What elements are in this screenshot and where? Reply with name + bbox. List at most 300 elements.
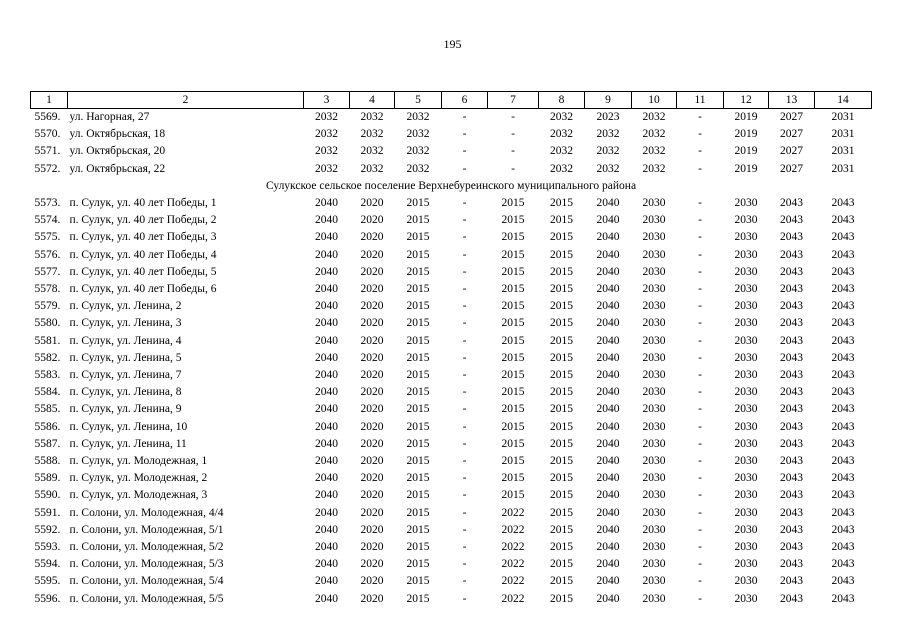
row-value: 2040 <box>315 386 338 399</box>
row-value: 2019 <box>734 111 758 123</box>
row-value: - <box>698 523 702 536</box>
row-value: - <box>462 334 467 347</box>
row-value: 2032 <box>642 145 666 158</box>
row-number: 5569. <box>34 111 61 123</box>
row-value: 2020 <box>360 197 384 210</box>
row-value: 2030 <box>734 334 758 347</box>
row-value: 2040 <box>315 506 338 519</box>
row-address: п. Сулук, ул. Ленина, 9 <box>69 403 182 416</box>
row-value: 2030 <box>734 523 758 536</box>
row-value: 2043 <box>831 558 855 571</box>
row-value: - <box>511 162 515 175</box>
row-value: - <box>698 197 702 210</box>
row-value: 2032 <box>406 145 430 158</box>
row-value: - <box>462 403 467 416</box>
row-value: - <box>698 420 702 433</box>
column-header: 1 <box>31 92 68 109</box>
row-value: 2030 <box>734 420 758 433</box>
row-value: 2040 <box>315 300 338 313</box>
row-value: 2040 <box>596 506 620 519</box>
table-row <box>31 487 872 504</box>
row-number: 5572. <box>34 162 61 175</box>
row-value: 2015 <box>501 214 525 227</box>
row-value: 2015 <box>501 197 525 210</box>
row-number: 5571. <box>34 145 61 158</box>
row-value: 2043 <box>780 231 803 244</box>
row-value: - <box>462 248 467 261</box>
row-value: 2043 <box>831 489 855 502</box>
row-value: 2043 <box>831 334 855 347</box>
row-value: - <box>698 248 702 261</box>
row-value: - <box>698 506 702 519</box>
row-number: 5589. <box>34 472 61 485</box>
row-value: 2015 <box>501 489 525 502</box>
row-value: 2032 <box>315 111 338 123</box>
row-value: 2032 <box>550 145 573 158</box>
row-value: 2015 <box>550 231 573 244</box>
row-value: 2043 <box>780 265 803 278</box>
row-address: п. Солони, ул. Молодежная, 5/4 <box>69 575 224 588</box>
row-value: - <box>462 541 467 554</box>
row-address: ул. Октябрьская, 20 <box>69 145 166 158</box>
row-value: 2020 <box>360 283 384 296</box>
row-value: - <box>698 386 702 399</box>
row-value: - <box>462 265 467 278</box>
row-value: - <box>462 111 467 123</box>
row-value: 2020 <box>360 472 384 485</box>
column-header: 7 <box>488 92 539 109</box>
row-value: 2040 <box>596 214 620 227</box>
row-value: 2043 <box>831 283 855 296</box>
row-value: 2022 <box>501 523 525 536</box>
row-value: 2030 <box>734 231 758 244</box>
row-value: - <box>698 489 702 502</box>
table-row <box>31 470 872 487</box>
row-number: 5592. <box>34 523 61 536</box>
row-value: 2040 <box>315 231 338 244</box>
table-row <box>31 333 872 350</box>
row-value: - <box>698 575 702 588</box>
row-value: - <box>698 265 702 278</box>
row-value: 2032 <box>315 128 338 141</box>
row-address: п. Солони, ул. Молодежная, 5/3 <box>69 558 224 571</box>
table-row <box>31 350 872 367</box>
row-value: 2030 <box>642 558 666 571</box>
row-value: 2015 <box>406 386 430 399</box>
row-value: - <box>698 437 702 450</box>
table-row <box>31 505 872 522</box>
row-value: 2030 <box>734 472 758 485</box>
row-value: 2040 <box>315 248 338 261</box>
table-row <box>31 419 872 436</box>
row-value: - <box>698 162 702 175</box>
row-value: 2043 <box>831 214 855 227</box>
row-address: п. Сулук, ул. Ленина, 7 <box>69 369 182 382</box>
row-value: 2015 <box>406 523 430 536</box>
row-value: 2020 <box>360 386 384 399</box>
row-value: 2030 <box>734 317 758 330</box>
row-value: - <box>511 111 515 123</box>
row-value: 2020 <box>360 541 384 554</box>
row-value: 2043 <box>831 317 855 330</box>
row-value: 2015 <box>501 472 525 485</box>
row-value: 2027 <box>780 111 803 123</box>
row-value: 2015 <box>501 248 525 261</box>
row-value: 2030 <box>642 420 666 433</box>
row-value: 2043 <box>831 506 855 519</box>
row-value: 2030 <box>642 351 666 364</box>
row-value: 2040 <box>596 541 620 554</box>
row-value: 2032 <box>642 162 666 175</box>
row-value: 2040 <box>315 575 338 588</box>
row-value: 2015 <box>501 386 525 399</box>
row-value: 2015 <box>501 455 525 468</box>
row-value: 2020 <box>360 575 384 588</box>
row-value: 2015 <box>550 369 573 382</box>
row-value: 2015 <box>406 214 430 227</box>
row-address: п. Сулук, ул. Ленина, 3 <box>69 317 182 330</box>
row-value: 2015 <box>406 351 430 364</box>
row-value: 2043 <box>780 523 803 536</box>
row-value: - <box>698 351 702 364</box>
row-number: 5574. <box>34 214 61 227</box>
row-value: 2022 <box>501 541 525 554</box>
row-value: 2015 <box>501 231 525 244</box>
row-value: 2043 <box>780 592 803 605</box>
row-value: 2040 <box>315 334 338 347</box>
row-value: 2040 <box>596 523 620 536</box>
row-value: - <box>462 283 467 296</box>
row-address: п. Сулук, ул. Ленина, 5 <box>69 351 182 364</box>
row-value: 2030 <box>642 300 666 313</box>
table-row <box>31 453 872 470</box>
row-number: 5579. <box>34 300 61 313</box>
row-value: 2043 <box>780 214 803 227</box>
row-value: - <box>698 369 702 382</box>
row-value: - <box>462 558 467 571</box>
row-address: п. Сулук, ул. 40 лет Победы, 6 <box>69 283 217 296</box>
row-value: 2030 <box>642 248 666 261</box>
row-value: 2043 <box>831 248 855 261</box>
row-number: 5570. <box>34 128 61 141</box>
row-value: 2015 <box>550 575 573 588</box>
row-value: 2040 <box>596 231 620 244</box>
row-value: 2023 <box>596 111 620 123</box>
row-address: п. Сулук, ул. Молодежная, 2 <box>69 472 208 485</box>
row-address: п. Сулук, ул. Ленина, 10 <box>69 420 188 433</box>
row-value: 2043 <box>831 351 855 364</box>
row-value: 2015 <box>550 214 573 227</box>
row-number: 5596. <box>34 592 61 605</box>
row-value: 2032 <box>642 128 666 141</box>
row-value: - <box>462 231 467 244</box>
row-value: 2019 <box>734 162 758 175</box>
row-number: 5575. <box>34 231 61 244</box>
row-value: 2030 <box>734 437 758 450</box>
row-value: 2030 <box>734 351 758 364</box>
table-row <box>31 573 872 590</box>
row-value: 2040 <box>315 472 338 485</box>
row-value: 2040 <box>315 592 338 605</box>
row-address: п. Сулук, ул. 40 лет Победы, 4 <box>69 248 217 261</box>
page-number: 195 <box>443 37 462 51</box>
row-value: 2022 <box>501 575 525 588</box>
row-value: 2015 <box>550 592 573 605</box>
row-value: - <box>698 128 702 141</box>
row-value: 2032 <box>596 162 620 175</box>
housing-table <box>30 91 872 608</box>
row-value: 2043 <box>831 472 855 485</box>
row-value: 2043 <box>780 437 803 450</box>
column-header: 9 <box>585 92 632 109</box>
row-value: 2032 <box>406 128 430 141</box>
row-value: - <box>698 472 702 485</box>
row-address: п. Солони, ул. Молодежная, 4/4 <box>69 506 224 519</box>
row-value: 2032 <box>596 128 620 141</box>
column-header: 12 <box>724 92 769 109</box>
table-row <box>31 401 872 418</box>
row-value: 2030 <box>734 265 758 278</box>
row-value: 2043 <box>780 300 803 313</box>
row-value: - <box>698 558 702 571</box>
row-value: 2040 <box>596 283 620 296</box>
table-body <box>31 109 872 608</box>
row-value: - <box>462 369 467 382</box>
row-value: 2020 <box>360 214 384 227</box>
section-heading-row <box>31 178 872 195</box>
row-value: 2015 <box>406 592 430 605</box>
row-value: - <box>462 197 467 210</box>
row-value: 2043 <box>831 592 855 605</box>
row-value: 2040 <box>596 248 620 261</box>
row-value: 2030 <box>642 317 666 330</box>
row-value: 2040 <box>596 386 620 399</box>
table-row <box>31 298 872 315</box>
row-value: 2030 <box>642 265 666 278</box>
row-address: п. Сулук, ул. Молодежная, 1 <box>69 455 208 468</box>
row-value: 2022 <box>501 506 525 519</box>
row-value: 2032 <box>360 145 384 158</box>
row-value: 2030 <box>642 472 666 485</box>
column-header: 5 <box>395 92 442 109</box>
row-value: 2032 <box>406 162 430 175</box>
row-address: п. Сулук, ул. 40 лет Победы, 2 <box>69 214 217 227</box>
row-value: 2043 <box>831 541 855 554</box>
row-value: 2015 <box>406 334 430 347</box>
row-address: п. Сулук, ул. Ленина, 2 <box>69 300 182 313</box>
row-value: 2015 <box>550 541 573 554</box>
row-address: п. Солони, ул. Молодежная, 5/1 <box>69 523 224 536</box>
row-value: - <box>462 575 467 588</box>
row-value: 2043 <box>780 541 803 554</box>
row-value: 2015 <box>550 472 573 485</box>
row-value: - <box>462 386 467 399</box>
row-value: 2015 <box>550 265 573 278</box>
table-row <box>31 591 872 608</box>
row-value: 2015 <box>501 265 525 278</box>
row-value: 2030 <box>642 403 666 416</box>
row-value: - <box>462 472 467 485</box>
row-value: 2030 <box>642 523 666 536</box>
row-value: 2015 <box>550 403 573 416</box>
table-row <box>31 281 872 298</box>
row-value: 2015 <box>406 317 430 330</box>
row-value: 2019 <box>734 145 758 158</box>
row-value: 2040 <box>315 317 338 330</box>
row-number: 5594. <box>34 558 61 571</box>
row-value: 2040 <box>315 455 338 468</box>
row-value: - <box>462 523 467 536</box>
row-value: 2040 <box>315 214 338 227</box>
row-value: 2020 <box>360 523 384 536</box>
column-header: 8 <box>539 92 585 109</box>
row-value: 2043 <box>780 506 803 519</box>
row-value: 2032 <box>642 111 666 123</box>
row-value: - <box>462 317 467 330</box>
row-value: 2043 <box>831 265 855 278</box>
row-value: 2031 <box>831 145 855 158</box>
row-value: 2043 <box>780 403 803 416</box>
row-value: - <box>698 592 702 605</box>
row-value: 2032 <box>406 111 430 123</box>
row-value: 2027 <box>780 128 803 141</box>
row-value: 2032 <box>360 162 384 175</box>
row-value: 2030 <box>734 386 758 399</box>
row-number: 5591. <box>34 506 61 519</box>
row-value: 2015 <box>550 506 573 519</box>
row-value: - <box>462 489 467 502</box>
row-value: 2040 <box>596 575 620 588</box>
row-value: 2015 <box>406 283 430 296</box>
row-value: 2030 <box>734 592 758 605</box>
row-value: 2030 <box>734 489 758 502</box>
column-header: 3 <box>304 92 350 109</box>
row-value: - <box>462 162 467 175</box>
row-address: п. Сулук, ул. 40 лет Победы, 3 <box>69 231 217 244</box>
table-row <box>31 436 872 453</box>
row-value: - <box>462 145 467 158</box>
row-number: 5582. <box>34 351 61 364</box>
row-number: 5587. <box>34 437 61 450</box>
row-value: 2015 <box>550 558 573 571</box>
row-number: 5586. <box>34 420 61 433</box>
row-value: 2020 <box>360 231 384 244</box>
row-number: 5578. <box>34 283 61 296</box>
row-value: - <box>698 214 702 227</box>
row-value: 2030 <box>734 558 758 571</box>
row-value: - <box>698 283 702 296</box>
row-address: п. Сулук, ул. 40 лет Победы, 5 <box>69 265 217 278</box>
row-value: 2030 <box>734 455 758 468</box>
column-header: 13 <box>769 92 815 109</box>
row-value: 2015 <box>501 334 525 347</box>
row-value: 2020 <box>360 403 384 416</box>
row-value: 2031 <box>831 128 855 141</box>
row-value: 2015 <box>501 403 525 416</box>
row-value: 2020 <box>360 558 384 571</box>
row-value: 2040 <box>315 403 338 416</box>
row-address: ул. Нагорная, 27 <box>69 111 150 123</box>
row-value: 2032 <box>360 111 384 123</box>
row-value: 2030 <box>642 506 666 519</box>
row-value: 2043 <box>780 420 803 433</box>
table-row <box>31 367 872 384</box>
table-row <box>31 143 872 160</box>
row-value: 2032 <box>315 145 338 158</box>
row-number: 5585. <box>34 403 61 416</box>
row-value: 2043 <box>780 248 803 261</box>
row-value: 2020 <box>360 506 384 519</box>
row-value: 2040 <box>596 592 620 605</box>
row-value: 2020 <box>360 420 384 433</box>
row-value: 2015 <box>406 437 430 450</box>
section-heading: Сулукское сельское поселение Верхнебуреинского муниципального района <box>265 179 637 192</box>
row-value: 2015 <box>406 455 430 468</box>
table-header-row <box>31 92 872 109</box>
row-value: 2040 <box>596 455 620 468</box>
row-value: 2015 <box>550 283 573 296</box>
row-number: 5580. <box>34 317 61 330</box>
row-number: 5573. <box>34 197 61 210</box>
row-value: - <box>698 403 702 416</box>
row-value: 2020 <box>360 265 384 278</box>
row-value: - <box>462 592 467 605</box>
row-value: 2040 <box>315 369 338 382</box>
row-value: 2040 <box>315 437 338 450</box>
row-value: 2015 <box>550 420 573 433</box>
row-address: п. Сулук, ул. Ленина, 8 <box>69 386 182 399</box>
row-value: - <box>698 111 702 123</box>
row-value: 2015 <box>406 558 430 571</box>
column-header: 4 <box>350 92 395 109</box>
row-value: 2015 <box>406 197 430 210</box>
row-value: - <box>698 455 702 468</box>
row-value: 2015 <box>550 455 573 468</box>
row-value: 2040 <box>596 420 620 433</box>
row-value: 2040 <box>596 472 620 485</box>
row-value: 2040 <box>596 489 620 502</box>
row-number: 5577. <box>34 265 61 278</box>
row-value: 2030 <box>642 197 666 210</box>
row-address: ул. Октябрьская, 18 <box>69 128 166 141</box>
row-value: 2020 <box>360 592 384 605</box>
row-number: 5595. <box>34 575 61 588</box>
row-value: 2015 <box>550 197 573 210</box>
row-value: 2043 <box>831 575 855 588</box>
row-value: 2032 <box>596 145 620 158</box>
row-value: 2015 <box>406 300 430 313</box>
row-value: 2030 <box>642 386 666 399</box>
row-value: 2043 <box>780 472 803 485</box>
row-value: - <box>462 437 467 450</box>
row-value: - <box>462 128 467 141</box>
table-row <box>31 247 872 264</box>
row-value: 2020 <box>360 489 384 502</box>
row-value: - <box>698 231 702 244</box>
row-value: 2020 <box>360 437 384 450</box>
row-value: 2043 <box>831 403 855 416</box>
row-value: 2040 <box>596 265 620 278</box>
row-value: 2015 <box>550 334 573 347</box>
table-row <box>31 522 872 539</box>
row-value: 2015 <box>406 575 430 588</box>
row-address: п. Сулук, ул. Ленина, 4 <box>69 334 182 347</box>
row-value: 2043 <box>831 231 855 244</box>
row-value: 2040 <box>315 558 338 571</box>
column-header: 6 <box>442 92 488 109</box>
row-value: 2015 <box>406 369 430 382</box>
row-number: 5584. <box>34 386 61 399</box>
